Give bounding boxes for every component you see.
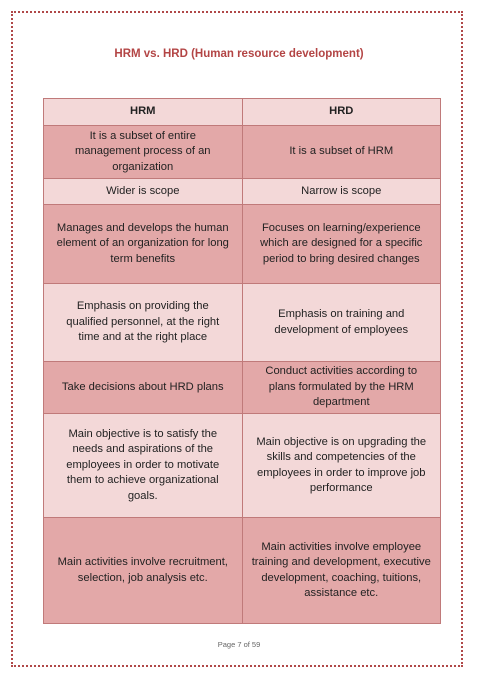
table-row: [44, 205, 441, 284]
hrm-cell: Main activities involve recruitment, selection, job analysis etc.: [44, 518, 243, 624]
page-title: HRM vs. HRD (Human resource development): [114, 48, 364, 60]
hrm-cell: It is a subset of entire management process of an organization: [44, 126, 243, 179]
hrd-cell: Main objective is on upgrading the skills and competencies of the employees in order to improve job performance: [242, 414, 441, 518]
table-row: [44, 362, 441, 414]
hrd-cell: Emphasis on training and development of employees: [242, 284, 441, 362]
table-row: [44, 518, 441, 624]
header-hrd: HRD: [242, 99, 441, 126]
table-row: [44, 179, 441, 205]
hrm-cell: Main objective is to satisfy the needs and aspirations of the employees in order to motivate them to achieve organizational goals.: [44, 414, 243, 518]
table-header-row: [44, 99, 441, 126]
hrm-cell: Take decisions about HRD plans: [44, 362, 243, 414]
hrd-cell: Narrow is scope: [242, 179, 441, 205]
hrm-cell: Manages and develops the human element of an organization for long term benefits: [44, 205, 243, 284]
header-hrm: HRM: [44, 99, 243, 126]
page-number: Page 7 of 59: [217, 640, 261, 649]
hrm-cell: Emphasis on providing the qualified personnel, at the right time and at the right place: [44, 284, 243, 362]
hrd-cell: Conduct activities according to plans formulated by the HRM department: [242, 362, 441, 414]
hrd-cell: Main activities involve employee training and development, executive development, coaching, tuitions, assistance etc.: [242, 518, 441, 624]
table-row: [44, 414, 441, 518]
table-row: [44, 284, 441, 362]
hrd-cell: It is a subset of HRM: [242, 126, 441, 179]
hrd-cell: Focuses on learning/experience which are designed for a specific period to bring desired changes: [242, 205, 441, 284]
comparison-table: [43, 98, 441, 624]
table-row: [44, 126, 441, 179]
hrm-cell: Wider is scope: [44, 179, 243, 205]
